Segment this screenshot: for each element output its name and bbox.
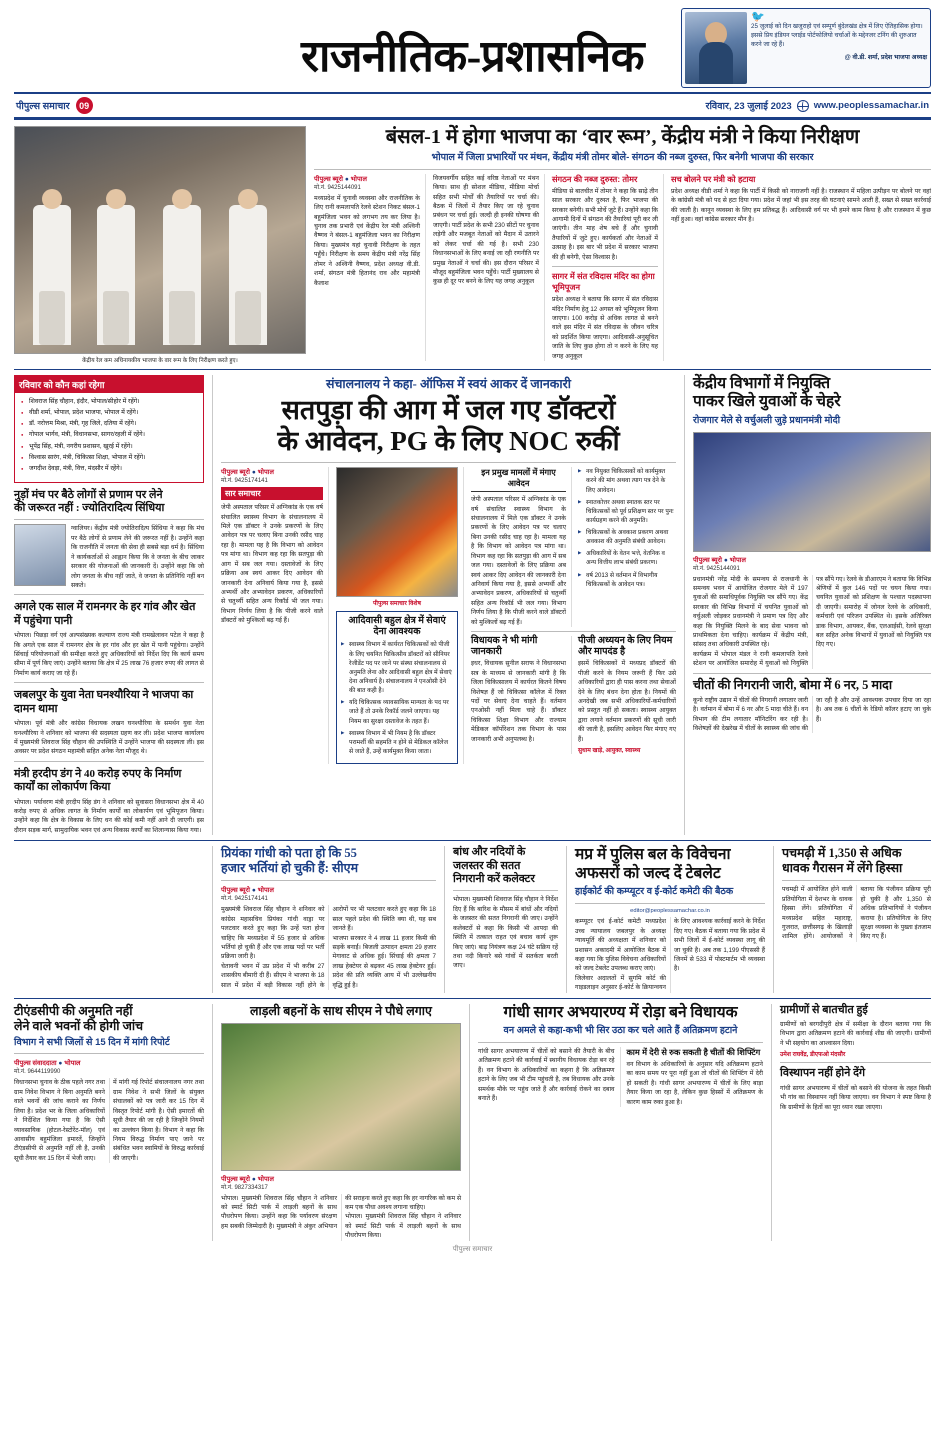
jobs-byline: पीपुल्स ब्यूरो ● भोपाल xyxy=(693,556,746,564)
priyanka-story xyxy=(221,846,436,992)
gandhisagar-headline: गांधी सागर अभयारण्य में रोड़ा बने विधायक xyxy=(503,1003,738,1021)
displacement-headline: विस्थापन नहीं होने देंगे xyxy=(780,1067,866,1080)
mla-info-body: इधर, विधायक सुनील सराफ ने विधानसभा सत्र के माध्यम से जानकारी मांगी है कि जिला चिकित्सालय में कार्यरत कितने विषय विशेषज्ञ हैं जो चिकित्सा कॉलेज में रिक्त पदों पर सेवाएं देना चाहते हैं। वर्तमान एनओसी नहीं मिला चाहे हैं। डॉक्टर चिकित्सा शिक्षा विभाग और राज्याम मेडिकल कॉर्पोरेशन तक विभाग के पास जानकारी अभी अनुपलब्ध है। xyxy=(471,660,566,743)
cheetah-body: कूनो राष्ट्रीय उद्यान में चीतों की निगरानी लगातार जारी है। वर्तमान में बोमा में 6 नर और 5 मादा चीते हैं। वन विभाग की टीम लगातार मॉनिटरिंग कर रही है। विशेषज्ञों की देखरेख में चीतों के स्वास्थ्य की जांच की जा रही है और उन्हें आवश्यक उपचार दिया जा रहा है। अब तक 6 चीतों के रेडियो कॉलर हटाए जा चुके हैं। xyxy=(693,696,931,732)
page-number-badge: 09 xyxy=(76,97,93,114)
right-column xyxy=(693,375,931,836)
lead-col2: विजयवर्गीय सहित कई वरिष्ठ नेताओं पर मंथन किया। साथ ही सोशल मीडिया, मीडिया मोर्चा सहित सभी मोर्चों की तैयारियों पर चर्चा की। बैठक में जिलों में तैयार किए जा रहे चुनाव प्रबंधन पर चर्चा हुई। जल्दी ही इनकी घोषणा की जाएगी। पार्टी प्रदेश के सभी 230 सीटों पर चुनाव लड़ेगी और मजबूत नेताओं को मैदान में उतारने को लेकर चर्चा की गई है। सभी 230 विधानसभाओं के लिए बनाई जा रही रणनीति पर प्रमुख नेताओं ने चर्चा की। इस दौरान परिसर में मौजूद बहुमंजिला भवन पहुँचे। पार्टी मुख्यालय से कुछ ही दूर पर बनने के लिए यह जगह अनुकूल xyxy=(433,174,539,286)
mla-info-title: विधायक ने भी मांगी जानकारी xyxy=(471,636,538,657)
cheetah-headline: चीतों की निगरानी जारी, बोमा में 6 नर, 5 मादा xyxy=(693,677,893,692)
bullet-item: ▶ नव नियुक्त चिकित्सकों को कार्यमुक्त करने की मांग अथवा त्याग पत्र देने के लिए आवेदन। xyxy=(578,467,676,494)
satpura-mid-lead: जेपी अस्पताल परिसर में अग्निकांड के एक वर्ष संचालित स्वास्थ्य विभाग के संचालनालय में मिले एक डॉक्टर ने उनके प्रकरणों के लिए आवेदन पत्र पर चलाए बिना उनकी रसीद चाह रहा है। मामला यह है कि विभाग को आवेदन पत्र मांगा था। विभाग कह रहा कि सतपुड़ा की आग में सब जल गया। दस्तावेजों के लिए प्रक्रिया अब स्वयं आकर दिए आवेदन की जानकारी देना अनिवार्य किया गया है, इससे अभ्यर्थी और अभ्यावेदन प्रकरण, अधिकारियों से चतुर्थ्यी सहित अन्य रिकॉर्ड भी जल गया। विभाग निर्णय लिया है कि पीजी करने वाले डॉक्टरों को मुश्किलों बढ़ गई हैं। xyxy=(471,496,566,626)
satpura-story xyxy=(221,375,676,836)
story-jabalpur xyxy=(14,689,204,757)
villagers-body: ग्रामीणों को बरगदीपुरी क्षेत्र में समीक्षा के दौरान बताया गया कि विभाग द्वारा अतिक्रमण हटाने की कार्रवाई शीघ्र की जाएगी। ग्रामीणों ने भी सहयोग का आश्वासन दिया। xyxy=(780,1021,931,1047)
ladli-body: भोपाल। मुख्यमंत्री शिवराज सिंह चौहान ने शनिवार को स्मार्ट सिटी पार्क में लाड़ली बहनों के साथ पौधरोपण किया। उन्होंने कहा कि पर्यावरण संरक्षण हम सबकी जिम्मेदारी है। मुख्यमंत्री ने अंकुर अभियान की सराहना करते हुए कहा कि हर नागरिक को कम से कम एक पौधा अवश्य लगाना चाहिए। xyxy=(221,1194,461,1230)
priyanka-body-3: भाजपा सरकार ने 4 लाख 11 हजार किमी की सड़कें बनाईं। बिजली उत्पादन क्षमता 29 हजार मेगावाट से अधिक हुई। सिंचाई की क्षमता 7 लाख हेक्टेयर से बढ़कर 45 लाख हेक्टेयर हुई। प्रदेश की प्रति व्यक्ति आय में भी उल्लेखनीय वृद्धि हुई है। xyxy=(332,934,436,989)
displacement-body: गांधी सागर अभयारण्य में चीतों को बसाने की योजना के तहत किसी भी गांव का विस्थापन नहीं किया जाएगा। वन विभाग ने स्पष्ट किया है कि ग्रामीणों के हितों का पूरा ध्यान रखा जाएगा। xyxy=(780,1084,931,1111)
paper-name: पीपुल्स समाचार xyxy=(16,101,70,112)
sunday-schedule-list xyxy=(21,397,197,474)
police-tablet-story xyxy=(575,846,765,992)
lead-col3: मीडिया से बातचीत में तोमर ने कहा कि साढ़े तीन साल सरकार और दुरुस्त है, फिर भाजपा की सरकार बनेगी। सभी मोर्चे जुटे हैं। उन्होंने कहा कि आगामी दिनों में संगठन की तैयारियां पूरी कर ली जाएंगी। तीन माह शेष बचे हैं और चुनावी तैयारियों में जुटे हुए। कार्यकर्ता और नेताओं में उत्साह है। इस बार भी प्रदेश में सरकार भाजपा की ही बनेगी, ऐसा विश्वास है। xyxy=(552,187,659,261)
dams-headline-3: निगरानी करें कलेक्टर xyxy=(453,873,535,886)
satpura-headline-2: के आवेदन, PG के लिए NOC रुकीं xyxy=(277,426,620,457)
jobs-body-2: कार्यक्रम में भोपाल मंडल ने रानी कमलापति रेलवे स्टेशन पर आयोजित समारोह में युवाओं को नियुक्ति पत्र सौंपे गए। रेलवे के डीआरएम ने बताया कि विभिन्न श्रेणियों में कुल 146 पदों पर चयन किया गया। चयनित युवाओं को प्रशिक्षण के पश्चात पदस्थापना दी जाएगी। समारोह में जोनल रेलवे के अधिकारी, कर्मचारी एवं परिजन उपस्थित थे। इसके अतिरिक्त डाक विभाग, आयकर, बैंक, एलआईसी, रेलवे सुरक्षा बल सहित अनेक विभागों में युवाओं को नियुक्ति पत्र दिए गए। xyxy=(693,575,931,668)
story-dang xyxy=(14,768,204,836)
police-body-1: कम्प्यूटर एवं ई-कोर्ट कमेटी मध्यप्रदेश उच्च न्यायालय जबलपुर के अध्यक्ष न्यायमूर्ति की अध्यक्षता में शनिवार को प्रशासन अकादमी में आयोजित बैठक में कहा गया कि पुलिस विवेचना अधिकारियों को जल्द टेबलेट उपलब्ध कराए जाएं। xyxy=(575,918,666,973)
villagers-story xyxy=(780,1004,931,1241)
story-ramnagar xyxy=(14,601,204,678)
satpura-tagline: संचालनालय ने कहा- ऑफिस में स्वयं आकर दें जानकारी xyxy=(326,376,571,391)
band-four xyxy=(14,1004,931,1241)
tribal-service-box xyxy=(336,611,458,764)
satpura-col1: जेपी अस्पताल परिसर में अग्निकांड के एक वर्ष संचालित स्वास्थ्य विभाग के संचालनालय में मिले एक डॉक्टर ने उनके प्रकरणों के लिए आवेदन पत्र पर चलाए बिना उनकी रसीद चाह रहा है। मामला यह है कि विभाग को आवेदन पत्र मांगा था। विभाग कह रहा कि सतपुड़ा की आग में सब जल गया। दस्तावेजों के लिए प्रक्रिया अब स्वयं आकर दिए आवेदन की जानकारी देना अनिवार्य किया गया है, इससे अभ्यर्थी और अभ्यावेदन प्रकरण, अधिकारियों से चतुर्थ्यी सहित अन्य रिकॉर्ड भी जल गया। विभाग निर्णय लिया है कि पीजी करने वाले डॉक्टरों को मुश्किलों बढ़ गई हैं। xyxy=(221,504,323,625)
lead-subhead: भोपाल में जिला प्रभारियों पर मंथन, केंद्रीय मंत्री तोमर बोले- संगठन की नब्ज दुरुस्त, फिर बनेगी भाजपा की सरकार xyxy=(431,151,814,163)
dams-body: भोपाल। मुख्यमंत्री शिवराज सिंह चौहान ने निर्देश दिए हैं कि बारिश के मौसम में बांधों और नदियों के जलस्तर की सतत निगरानी की जाए। उन्होंने कलेक्टरों से कहा कि किसी भी आपदा की स्थिति में तत्काल राहत एवं बचाव कार्य शुरू किए जाएं। बाढ़ नियंत्रण कक्ष 24 घंटे सक्रिय रहें तथा नदी किनारे बसे गांवों में सतर्कता बरती जाए। xyxy=(453,896,558,970)
lead-col4: प्रदेश अध्यक्ष ने बताया कि सागर में संत रविदास मंदिर निर्माण हेतु 12 अगस्त को भूमिपूजन किया जाएगा। 100 करोड़ से अधिक लागत से बनने वाले इस मंदिर में संत रविदास के जीवन चरित्र को प्रदर्शित किया जाएगा। आदिवासी-अनुसूचित जाति के लिए कुछ होगा तो न करने के लिए यह जगह अनुकूल xyxy=(552,296,658,360)
promo-signature: @ वी.डी. शर्मा, प्रदेश भाजपा अध्यक्ष xyxy=(844,53,927,61)
lead-headline: बंसल-1 में होगा भाजपा का ‘वार रूम’, केंद्रीय मंत्री ने किया निरीक्षण xyxy=(385,125,860,148)
tandcp-headline-1: टीएंडसीपी की अनुमति नहीं xyxy=(14,1003,133,1018)
left-column xyxy=(14,375,204,836)
story-jabalpur-body: भोपाल। पूर्व मंत्री और कांग्रेस विधायक लखन घनश्यौरिया के समर्थन युवा नेता घनश्यौरिया ने शनिवार को भाजपा की सदस्यता ग्रहण कर ली। प्रदेश भाजपा कार्यालय में मुख्यमंत्री शिवराज सिंह चौहान की उपस्थिति में उन्होंने भाजपा की सदस्यता ली। इस अवसर पर प्रदेश संगठन महामंत्री सहित अनेक नेता मौजूद थे। xyxy=(14,720,204,756)
sunday-schedule-box xyxy=(14,375,204,483)
story-dang-headline: मंत्री हरदीप डंग ने 40 करोड़ रुपए के निर्माण कार्यों का लोकार्पण किया xyxy=(14,767,182,794)
lead-col1: मध्यप्रदेश में चुनावी व्यवस्था और राजनीतिक के लिए रानी कमलापति रेलवे स्टेशन निकट बंसल-1 बहुमंजिला भवन को लगभग तय कर लिया है। चुनाव तक प्रभारी एवं केंद्रीय रेल मंत्री अश्विनी वैष्णव ने बंसल-1 बहुमंजिला भवन का निरीक्षण किया। मुख्यमंत्र यहां चुनावी निरीक्षण के तहत पहुँचे। निरीक्षण के समय केंद्रीय मंत्री नरेंद्र सिंह तोमर ने अश्विनी वैष्णव, प्रदेश अध्यक्ष वी.डी. शर्मा, संगठन मंत्री हितानंद राव और महामंत्री कैलाश xyxy=(314,194,420,287)
ladli-byline: पीपुल्स ब्यूरो ● भोपाल xyxy=(221,1175,274,1183)
pg-rules-body: इसमें चिकित्सकों में मध्यप्रद डॉक्टरों की पीजी करने के नियम जरूरी हैं फिर उसे अधिकारियों द्वारा ही पास करना तथा सेवाओं देने के लिए बंधन देना होता है। नियमों की अनदेखी जब सभी अधिकारियों-कर्मचारियों को प्रस्तुत नहीं हो सकता। स्वास्थ्य आयुक्त द्वारा लगाने वर्तमान प्रकरणों की सूची जारी की जाती है, इसलिए आवेदन फिर मंगाए गए हैं। xyxy=(578,660,676,743)
list-item: ● जगदीश देवड़ा, मंत्री, वित्त, मंदसौर में रहेंगे। xyxy=(21,464,197,473)
tandcp-subhead: विभाग ने सभी जिलों से 15 दिन में मांगी रिपोर्ट xyxy=(14,1036,170,1048)
page-footer: पीपुल्स समाचार xyxy=(452,1245,493,1253)
gandhisagar-story xyxy=(478,1004,763,1241)
ladli-story xyxy=(221,1004,461,1241)
gandhisagar-subhead: वन अमले से कहा-कभी भी सिर उठा कर चले आते हैं अतिक्रमण हटाने xyxy=(503,1025,738,1037)
police-email[interactable]: editor@peoplessamachar.co.in xyxy=(630,908,710,915)
lead-mobile: मो.नं. 9425144091 xyxy=(314,184,361,191)
pg-rules-signature: सुधाम खाड़े, आयुक्त, स्वास्थ्य xyxy=(578,748,641,755)
story-scindia-body: ग्वालियर। केंद्रीय मंत्री ज्योतिरादित्य सिंधिया ने कहा कि मंच पर बैठे लोगों से प्रणाम लेने की जरूरत नहीं है। उन्होंने कहा कि राजनीति में जनता की सेवा ही सबसे बड़ा धर्म है। सिंधिया ने कार्यकर्ताओं से आह्वान किया कि वे जनता के बीच जाकर सरकार की योजनाओं की जानकारी दें। उन्होंने कहा कि जो लोग जनता के बीच नहीं जाते, वे जनता के प्रतिनिधि नहीं बन सकते। xyxy=(71,525,204,589)
tandcp-story xyxy=(14,1004,204,1241)
fire-photo xyxy=(336,467,458,597)
page-title: राजनीतिक-प्रशासनिक xyxy=(301,32,644,81)
priyanka-headline-1: प्रियंका गांधी को पता हो कि 55 xyxy=(221,846,357,861)
gandhisagar-body-2: वन विभाग के अधिकारियों के अनुसार यदि अतिक्रमण हटाने का काम समय पर पूरा नहीं हुआ तो चीतों की शिफ्टिंग में देरी हो सकती है। गांधी सागर अभयारण्य में चीतों के लिए बाड़ा तैयार किया जा रहा है, लेकिन कुछ हिस्सों में अतिक्रमण के कारण काम रुका हुआ है। xyxy=(626,1061,763,1106)
list-item: ● डॉ. नरोत्तम मिश्रा, मंत्री, गृह जिले, दतिया में रहेंगे। xyxy=(21,419,197,428)
ladli-caption: भोपाल। मुख्यमंत्री शिवराज सिंह चौहान ने शनिवार को स्मार्ट सिटी पार्क में लाड़ली बहनों के साथ पौधरोपण किया। xyxy=(345,1213,461,1240)
tandcp-body-1: विधानसभा चुनाव के ठीक पहले नगर तथा ग्राम निवेश विभाग ने बिना अनुमति बनने वाले भवनों की जांच कराने का निर्णय लिया है। प्रदेश भर के जिला अधिकारियों ने निर्देशित किया गया है कि ऐसी व्यावसायिक (होटल-रेस्टोरेंट-मॉल) एवं आवासीय बहुमंजिला इमारतें, जिन्होंने टीएंडसीपी से अनुमति नहीं ली है, उनकी सूची तैयार कर 15 दिन में भेजी जाए। xyxy=(14,1079,105,1162)
lead-col3-title: संगठन की नब्ज दुरुस्त: तोमर xyxy=(552,174,638,184)
list-item: ● भूपेंद्र सिंह, मंत्री, नगरीय प्रशासन, खुरई में रहेंगे। xyxy=(21,442,197,451)
lead-col5: प्रदेश अध्यक्ष वीडी शर्मा ने कहा कि पार्टी में किसी को नाराजगी नहीं है। राजस्थान में महिला उत्पीड़न पर बोलने पर वहां के कांग्रेसी मंत्री को पद से हटा दिया गया। प्रदेश में जहां भी इस तरह की घटनाएं सामने आती हैं, सख्त से सख्त कार्रवाई की जाती है। कानून व्यवस्था के लिए हम प्रतिबद्ध हैं। आदिवासी वर्ग पर भी हमने काम किया है और राजस्थान में कुछ नहीं हुआ। वहां कांग्रेस सरकार मौन है। xyxy=(671,187,931,223)
masthead-rule-bottom xyxy=(14,117,931,120)
masthead-promo xyxy=(681,8,931,88)
scindia-portrait xyxy=(14,524,66,586)
story-ramnagar-headline: अगले एक साल में रामनगर के हर गांव और खेत में पहुंचेगा पानी xyxy=(14,601,196,627)
list-item: ● शिवराज सिंह चौहान, इंदौर, भोपाल/सीहोर में रहेंगे। xyxy=(21,397,197,406)
police-subhead: हाईकोर्ट की कम्प्यूटर व ई-कोर्ट कमेटी की बैठक xyxy=(575,886,734,898)
bullet-item: ▶ स्नातकोत्तर अथवा स्नातक स्तर पर चिकित्सकों को पूर्व प्रशिक्षण स्तर पर पुनः कार्यग्रहण करने की अनुमति। xyxy=(578,498,676,525)
jobs-mobile: मो.नं. 9425144091 xyxy=(693,565,740,572)
priyanka-body-1: मुख्यमंत्री शिवराज सिंह चौहान ने शनिवार को कांग्रेस महासचिव प्रियंका गांधी वाड्रा पर पलटवार करते हुए कहा कि उन्हें पता होना चाहिए कि मध्यप्रदेश में 55 हजार से अधिक भर्तियां हो चुकी हैं और एक लाख पदों पर भर्ती प्रक्रिया जारी है। xyxy=(221,906,325,961)
bullet-item: ▶ स्वास्थ्य विभाग में भी नियम है कि डॉक्टर परामर्शी की सहमति न होने से मेडिकल कॉलेज से जाते हैं, उन्हें कार्यमुक्त किया जाता। xyxy=(341,729,453,756)
story-jabalpur-headline: जबलपुर के युवा नेता घनश्यौरिया ने भाजपा का दामन थामा xyxy=(14,689,194,715)
pachmarhi-headline: पचमढ़ी में 1,350 से अधिक धावक गैरासन में लेंगे हिस्सा xyxy=(782,846,903,876)
masthead xyxy=(14,8,931,88)
sunday-schedule-title: रविवार को कौन कहां रहेगा xyxy=(15,376,203,393)
satpura-mid-title: इन प्रमुख मामलों में मंगाए आवेदन xyxy=(471,467,566,492)
priyanka-headline-2: हजार भर्तियां हो चुकी हैं: सीएम xyxy=(221,861,359,876)
ladli-photo xyxy=(221,1023,461,1171)
lead-photo-caption: केंद्रीय रेल कम अधिनायकीय भाजपा के वार रूम के लिए निरीक्षण करते हुए। xyxy=(82,357,238,364)
list-item: ● विश्वास सारंग, मंत्री, चिकित्सा शिक्षा, भोपाल में रहेंगे। xyxy=(21,453,197,462)
story-scindia-headline-1: नुड़ों मंच पर बैठे लोगों से प्रणाम पर लेने xyxy=(14,488,163,501)
police-headline-2: अफसरों को जल्द दें टेबलेट xyxy=(575,864,721,882)
jobs-headline-2: पाकर खिले युवाओं के चेहरे xyxy=(693,393,841,411)
promo-text-block xyxy=(751,12,927,84)
dams-headline-1: बांध और नदियों के xyxy=(453,846,526,859)
bullet-item: ▶ यदि चिकित्सक व्यावसायिक मान्यता के पद पर जाते हैं तो उनके रिकॉर्ड जलने जाएगा। यह नियम का सुरक्षा दस्तावेज के तहत हैं। xyxy=(341,698,453,725)
twitter-bird-icon: 🐦 xyxy=(751,11,765,23)
lead-col5-title: सच बोलने पर मंत्री को हटाया xyxy=(671,174,756,184)
lead-photo xyxy=(14,126,306,354)
story-scindia xyxy=(14,489,204,591)
story-ramnagar-body: भोपाल। पिछड़ा वर्ग एवं अल्पसंख्यक कल्याण राज्य मंत्री रामखेलावन पटेल ने कहा है कि अगले एक साल में रामनगर क्षेत्र के हर गांव और हर खेत में पानी पहुंचेगा। उन्होंने सिंचाई परियोजनाओं की समीक्षा करते हुए अधिकारियों को निर्देश दिए कि कार्य समय सीमा में पूर्ण किए जाएं। उन्होंने बताया कि क्षेत्र में 25 लाख 76 हजार रुपए की लागत से निर्माण कार्य कराए जा रहे हैं। xyxy=(14,632,204,677)
promo-quote: 25 जुलाई को दिन खजुराहो एवं सम्पूर्ण बुंदेलखंड क्षेत्र में लिए ऐतिहासिक होगा। इससे प्रिय इंडियन प्लाईड पोर्टफोलियो चर्चाओं के मद्देनजर टनिंग की शुरुआत करने जा रहे हैं। xyxy=(751,23,923,48)
globe-icon xyxy=(797,100,809,112)
special-tag: पीपुल्स समाचार विशेष xyxy=(372,601,421,608)
tandcp-byline: पीपुल्स संवाददाता ● भोपाल xyxy=(14,1060,81,1068)
priyanka-body-2: चेतावनी भवन में उप्र प्रदेश में भी करीब 27 शासकीय बीमारी दी हैं। सीएम ने भाजपा के 18 साल में प्रदेश में बड़ी विकास नहीं होने के आरोपों पर भी पलटवार करते हुए कहा कि 18 साल पहले प्रदेश की स्थिति क्या थी, यह सब जानते हैं। xyxy=(221,906,436,989)
website-url[interactable]: www.peoplessamachar.in xyxy=(813,100,929,111)
priyanka-byline: पीपुल्स ब्यूरो ● भोपाल xyxy=(221,887,274,895)
pachmarhi-story xyxy=(782,846,931,992)
satpura-byline: पीपुल्स ब्यूरो ● भोपाल xyxy=(221,469,274,477)
tandcp-mobile: मो.नं. 9644119990 xyxy=(14,1069,61,1076)
gandhisagar-body-1: गांधी सागर अभयारण्य में चीतों को बसाने की तैयारी के बीच अतिक्रमण हटाने की कार्रवाई में स्थानीय विधायक रोड़ा बन रहे हैं। वन विभाग के अधिकारियों का कहना है कि अतिक्रमण हटाने के लिए जब भी टीम पहुंचती है, तब विधायक और उनके समर्थक मौके पर पहुंच जाते हैं और कार्रवाई रोकने का दबाव बनाते हैं। xyxy=(478,1048,615,1103)
band-three xyxy=(14,846,931,992)
bullet-item: ▶ अधिकारियों के वेतन भत्ते, वेतनिक व अन्य वित्तीय लाभ संबंधी प्रकरण। xyxy=(578,549,676,567)
bullet-item: ▶ चिकित्सकों के अवकाश प्रकरण अथवा अवकाश की अनुमति संबंधी आवेदन। xyxy=(578,528,676,546)
lead-col4-title: सागर में संत रविदास मंदिर का होगा भूमिपूजन xyxy=(552,272,655,293)
masthead-info-bar xyxy=(14,94,931,117)
police-body-2: जिलेवार अदालतों में सुगमि कोर्ट की गाइडलाइन अनुसार ई-कोर्ट के क्रियान्वयन के लिए आवश्यक कार्रवाई करने के निर्देश दिए गए। बैठक में बताया गया कि प्रदेश में सभी जिलों में ई-कोर्ट व्यवस्था लागू की जा चुकी है। अब तक 1,199 पीएससी हैं जिनमें से 533 में पोस्टमार्टम भी व्यवस्था है। xyxy=(575,918,765,992)
band-two xyxy=(14,375,931,836)
promo-portrait xyxy=(685,12,747,84)
pachmarhi-body: पचमढ़ी में आयोजित होने वाली प्रतियोगिता में देशभर के धावक हिस्सा लेंगे। प्रतियोगिता में मध्यप्रदेश सहित महाराष्ट्र, गुजरात, छत्तीसगढ़ के खिलाड़ी शामिल होंगे। आयोजकों ने बताया कि पंजीयन प्रक्रिया पूरी हो चुकी है और 1,350 से अधिक प्रतिभागियों ने पंजीयन कराया है। प्रतियोगिता के लिए सुरक्षा व्यवस्था के पुख्ता इंतजाम किए गए हैं। xyxy=(782,886,931,941)
story-dang-body: भोपाल। पर्यावरण मंत्री हरदीप सिंह डंग ने शनिवार को सुवासरा विधानसभा क्षेत्र में 40 करोड़ रुपए से अधिक लागत के निर्माण कार्यों का लोकार्पण एवं भूमिपूजन किया। उन्होंने कहा कि क्षेत्र के विकास के लिए धन की कोई कमी नहीं आने दी जाएगी। इस दौरान सड़क मार्ग, सामुदायिक भवन एवं अन्य विकास कार्यों का शिलान्यास किया गया। xyxy=(14,798,204,834)
story-scindia-headline-2: की जरूरत नहीं : ज्योतिरादित्य सिंधिया xyxy=(14,501,165,514)
publication-date: रविवार, 23 जुलाई 2023 xyxy=(705,101,792,112)
list-item: ● वीडी शर्मा, भोपाल, प्रदेश भाजपा, भोपाल में रहेंगे। xyxy=(21,408,197,417)
satpura-mobile: मो.नं. 9425174141 xyxy=(221,478,268,485)
jobs-photo xyxy=(693,432,931,552)
jobs-subhead: रोजगार मेले से वर्चुअली जुड़े प्रधानमंत्री मोदी xyxy=(693,414,841,426)
dams-story xyxy=(453,846,558,992)
pg-rules-title: पीजी अध्ययन के लिए नियम और मापदंड है xyxy=(578,636,673,657)
priyanka-mobile: मो.नं. 9425174141 xyxy=(221,896,268,903)
police-headline-1: मप्र में पुलिस बल के विवेचना xyxy=(575,846,731,864)
tandcp-body-2: में मांगी गई रिपोर्ट संचालनालय नगर तथा ग्राम निवेश ने सभी जिलों के संयुक्त संचालकों को पत्र जारी कर 15 दिन में विस्तृत रिपोर्ट मांगी है। ऐसी इमारतों की सूची तैयार की जा रही है जिन्होंने नियमों का उल्लंघन किया है। विभाग ने कहा कि नियम विरुद्ध निर्माण पाए जाने पर संबंधित भवन स्वामियों के विरुद्ध कार्रवाई की जाएगी। xyxy=(113,1079,204,1162)
satpura-headline-1: सतपुड़ा की आग में जल गए डॉक्टरों xyxy=(281,394,616,425)
list-item: ● गोपाल भार्गव, मंत्री, विधानसभा, सागर/रहली में रहेंगे। xyxy=(21,430,197,439)
jobs-headline-1: केंद्रीय विभागों में नियुक्ति xyxy=(693,374,831,392)
ladli-mobile: मो.नं. 9827334317 xyxy=(221,1184,268,1191)
bullet-item: ▶ स्वास्थ्य विभाग में कार्यरत चिकित्सकों को पीजी के लिए चयनित चिकित्सीय डॉक्टरों को सीनियर रेजीडेंट पद पर जाने पर संस्था संचालनालय से अनुमति लेना और आदिवासी बहुल क्षेत्र में सेवाएं देना अनिवार्य है। संचालनालय ने एनओसी देने की बात कही है। xyxy=(341,640,453,695)
lead-byline: पीपुल्स ब्यूरो ● भोपाल xyxy=(314,175,367,183)
jobs-body-1: प्रधानमंत्री नरेंद्र मोदी के समन्वय से राजधानी के समन्वय भवन में आयोजित रोजगार मेले में 197 युवाओं की समाधिपूर्वक नियुक्ति पत्र सौंपे गए। केंद्र सरकार की विभिन्न विभागों में चयनित युवाओं को वर्चुअली जोड़कर प्रधानमंत्री ने प्रमाण पत्र दिए और कहा कि नियुक्ति मिलने के बाद सेवा भावना को प्राथमिकता देना चाहिए। कार्यक्रम में केंद्रीय मंत्री, सांसद तथा अधिकारी उपस्थित रहे। xyxy=(693,575,808,649)
bullet-item: ▶ वर्ष 2013 से वर्तमान में विभागीय चिकित्सकों के आवेदन पत्र। xyxy=(578,571,676,589)
satpura-summary-label: सार समाचार xyxy=(221,487,323,500)
lead-story xyxy=(14,126,931,364)
tribal-service-title: आदिवासी बहुल क्षेत्र में सेवाएं देना आवश्यक xyxy=(348,616,446,637)
ladli-headline: लाड़ली बहनों के साथ सीएम ने पौधे लगाए xyxy=(250,1003,432,1018)
villagers-signature: उमेश राघवेंद्र, डीएफओ मंदसौर xyxy=(780,1052,846,1059)
villagers-headline: ग्रामीणों से बातचीत हुई xyxy=(780,1003,868,1016)
tandcp-headline-2: लेने वाले भवनों की होगी जांच xyxy=(14,1018,144,1033)
gandhisagar-sub-title: काम में देरी से रुक सकती है चीतों की शिफ्टिंग xyxy=(626,1048,761,1058)
dams-headline-2: जलस्तर की सतत xyxy=(453,859,521,872)
